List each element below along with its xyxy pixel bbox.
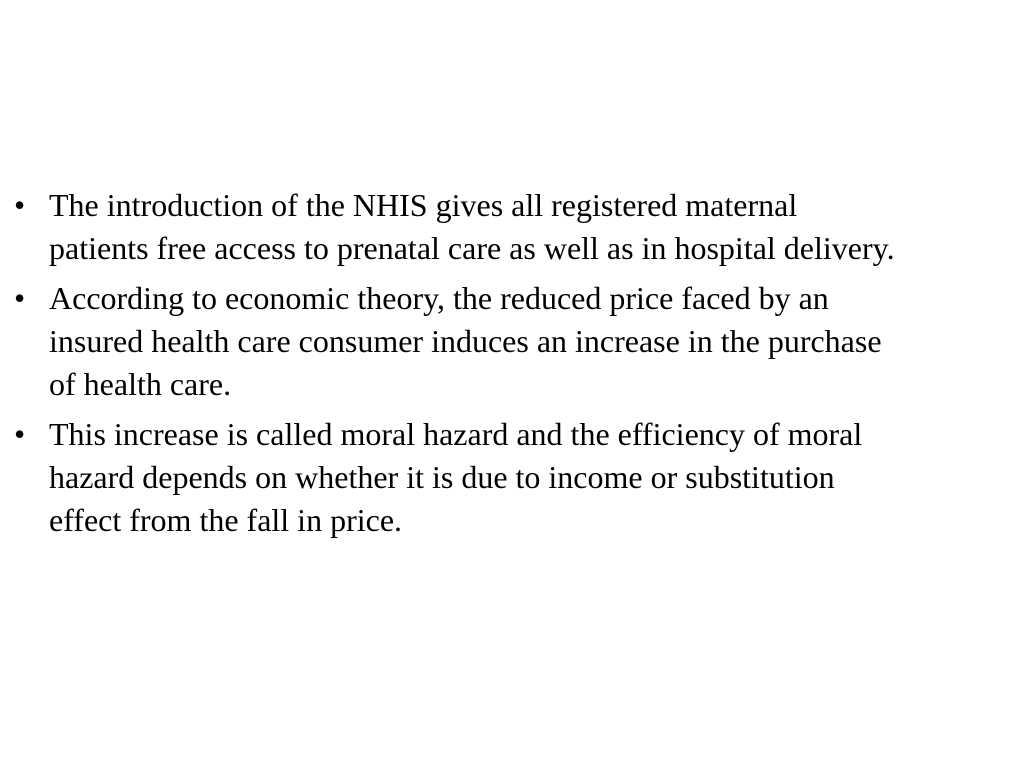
bullet-text: The introduction of the NHIS gives all registered maternal patients free access to prenatal care as well as in hospital delivery.: [49, 187, 895, 266]
bullet-dot-icon: •: [14, 187, 26, 223]
bullet-item: [14, 184, 904, 270]
bullet-dot-icon: •: [14, 280, 26, 316]
bullet-text: According to economic theory, the reduced price faced by an insured health care consumer induces an increase in the purchase of health care.: [49, 280, 882, 402]
bullet-list: [14, 184, 904, 549]
bullet-item: [14, 277, 904, 406]
bullet-dot-icon: •: [14, 416, 26, 452]
bullet-text: This increase is called moral hazard and the efficiency of moral hazard depends on whether it is due to income or substitution effect from the fall in price.: [49, 416, 863, 538]
bullet-item: [14, 413, 904, 542]
